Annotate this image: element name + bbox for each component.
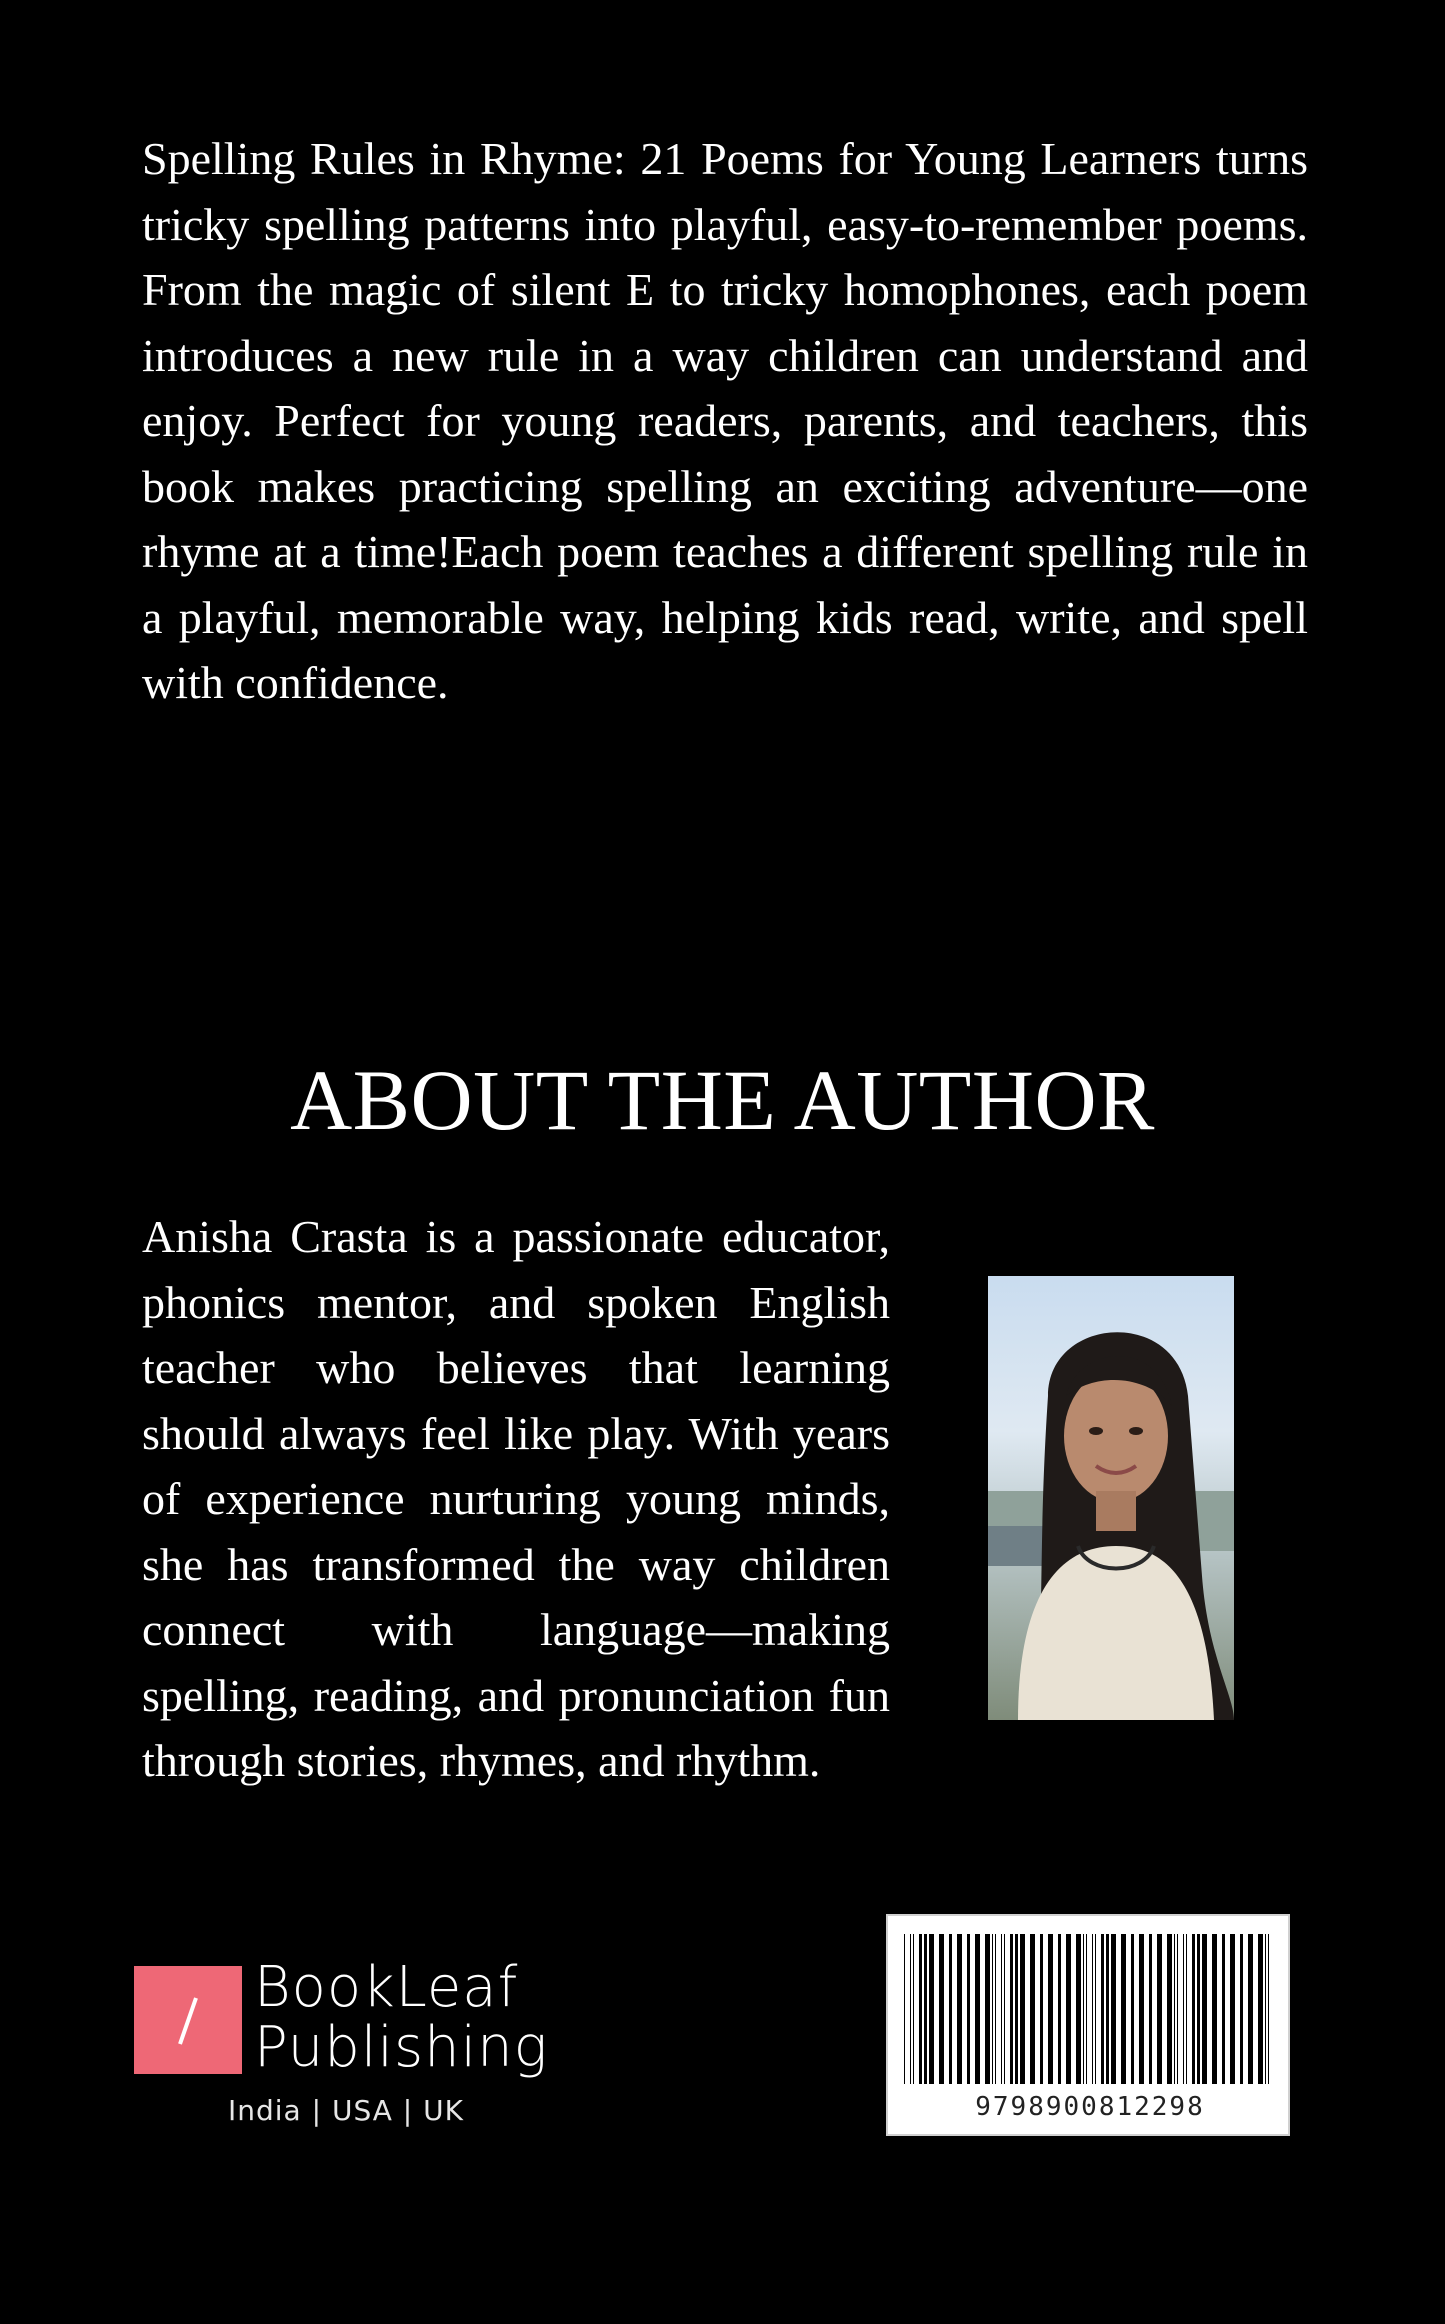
barcode-bars xyxy=(904,1934,1276,2084)
publisher-name-line2: Publishing xyxy=(254,2015,549,2080)
publisher-name xyxy=(254,1955,549,2080)
publisher-logo-mark xyxy=(134,1966,242,2074)
publisher-regions: India | USA | UK xyxy=(228,2094,464,2127)
book-blurb: Spelling Rules in Rhyme: 21 Poems for Young Learners turns tricky spelling patterns into playful, easy-to-remember poems. From the magic of silent E to tricky homophones, each poem introduces a new rule in a way children can understand and enjoy. Perfect for young readers, parents, and teachers, this book makes practicing spelling an exciting adventure—one rhyme at a time!Each poem teaches a different spelling rule in a playful, memorable way, helping kids read, write, and spell with confidence. xyxy=(142,133,1308,708)
author-bio: Anisha Crasta is a passionate educator, phonics mentor, and spoken English teacher who believes that learning should always feel like play. With years of experience nurturing young minds, she has transformed the way children connect with language—making spelling, reading, and pronunciation fun through stories, rhymes, and rhythm. xyxy=(142,1211,890,1786)
publisher-name-line1: BookLeaf xyxy=(254,1955,519,2020)
isbn-number: 9798900812298 xyxy=(975,2092,1205,2122)
author-photo xyxy=(988,1276,1234,1720)
isbn-barcode xyxy=(886,1914,1290,2136)
about-author-heading: ABOUT THE AUTHOR xyxy=(290,1052,1155,1148)
